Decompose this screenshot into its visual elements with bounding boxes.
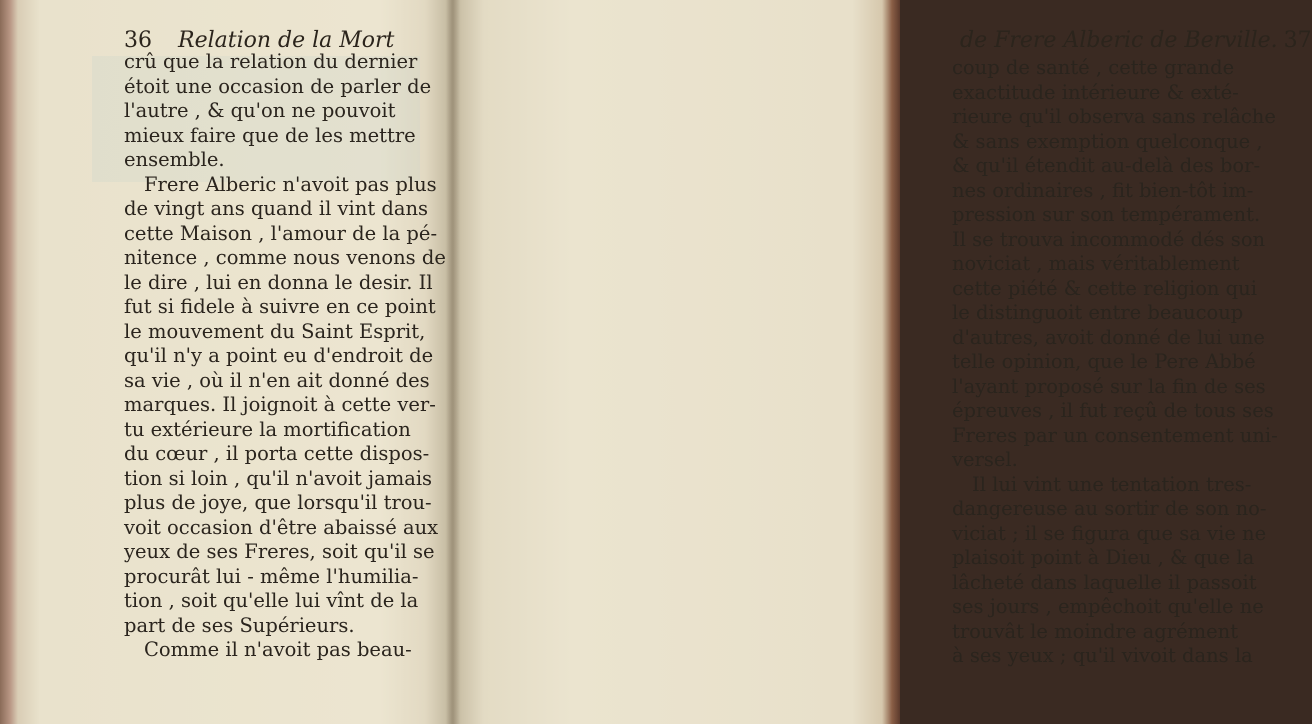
text-line: telle opinion, que le Pere Abbé	[952, 350, 1256, 373]
text-line: tu extérieure la mortification	[124, 417, 411, 441]
book-gutter	[446, 0, 460, 724]
text-line: fut si fidele à suivre en ce point	[124, 295, 436, 318]
right-page	[452, 0, 1312, 724]
text-line: étoit une occasion de parler de	[124, 74, 432, 98]
text-line: épreuves , il fut reçû de tous ses	[952, 399, 1274, 422]
text-line: noviciat , mais véritablement	[952, 252, 1240, 275]
text-line: trouvât le moindre agrément	[952, 619, 1239, 643]
text-line: le dire , lui en donna le desir. Il	[124, 270, 433, 294]
left-page	[0, 0, 452, 724]
text-line: de vingt ans quand il vint dans	[124, 197, 429, 220]
text-line: plus de joye, que lorsqu'il trou-	[124, 491, 432, 514]
text-line: rieure qu'il observa sans relâche	[952, 105, 1276, 128]
text-line: mieux faire que de les mettre	[124, 123, 416, 147]
text-line: nes ordinaires , fit bien-tôt im-	[952, 178, 1254, 202]
text-line: Freres par un consentement uni-	[952, 423, 1278, 447]
text-line: dangereuse au sortir de son no-	[952, 497, 1267, 520]
text-line: yeux de ses Freres, soit qu'il se	[124, 540, 435, 563]
text-line: tion , soit qu'elle lui vînt de la	[124, 589, 419, 612]
text-line: d'autres, avoit donné de lui une	[952, 325, 1265, 349]
page-number: 37	[1283, 28, 1312, 53]
text-line: plaisoit point à Dieu , & que la	[952, 546, 1255, 569]
text-line: l'ayant proposé sur la fin de ses	[952, 374, 1266, 398]
text-line: Frere Alberic n'avoit pas plus	[144, 172, 437, 196]
text-line: versel.	[952, 448, 1018, 471]
text-line: le mouvement du Saint Esprit,	[124, 319, 426, 343]
text-line: qu'il n'y a point eu d'endroit de	[124, 344, 434, 367]
text-line: sa vie , où il n'en ait donné des	[124, 368, 430, 392]
text-line: viciat ; il se figura que sa vie ne	[952, 521, 1267, 545]
text-line: le distinguoit entre beaucoup	[952, 301, 1244, 324]
text-line: Comme il n'avoit pas beau-	[144, 638, 412, 661]
text-line: & qu'il étendit au-delà des bor-	[952, 154, 1261, 177]
text-line: & sans exemption quelconque ,	[952, 129, 1263, 153]
text-line: cette piété & cette religion qui	[952, 276, 1257, 300]
right-page-text	[952, 56, 1278, 669]
text-line: Il se trouva incommodé dés son	[952, 227, 1266, 251]
text-line: à ses yeux ; qu'il vivoit dans la	[952, 644, 1253, 667]
page-number: 36	[124, 28, 152, 53]
text-line: procurât lui - même l'humilia-	[124, 564, 419, 588]
text-line: marques. Il joignoit à cette ver-	[124, 393, 436, 416]
running-title: Relation de la Mort	[178, 28, 395, 53]
text-line: nitence , comme nous venons de	[124, 246, 446, 269]
text-line: cette Maison , l'amour de la pé-	[124, 221, 438, 245]
text-line: voit occasion d'être abaissé aux	[124, 515, 439, 539]
text-line: crû que la relation du dernier	[124, 50, 418, 73]
text-line: du cœur , il porta cette dispos-	[124, 442, 430, 465]
text-line: tion si loin , qu'il n'avoit jamais	[124, 466, 433, 490]
text-line: pression sur son tempérament.	[952, 203, 1261, 226]
text-line: part de ses Supérieurs.	[124, 613, 355, 637]
text-line: Il lui vint une tentation tres-	[972, 472, 1252, 496]
running-title: de Frere Alberic de Berville.	[960, 28, 1278, 53]
text-line: ses jours , empêchoit qu'elle ne	[952, 595, 1264, 618]
text-line: l'autre , & qu'on ne pouvoit	[124, 99, 396, 122]
text-line: lâcheté dans laquelle il passoit	[952, 570, 1257, 594]
text-line: coup de santé , cette grande	[952, 56, 1235, 79]
right-page-header	[960, 28, 1312, 53]
text-line: ensemble.	[124, 148, 225, 171]
left-page-text	[124, 50, 446, 663]
text-line: exactitude intérieure & exté-	[952, 80, 1239, 104]
